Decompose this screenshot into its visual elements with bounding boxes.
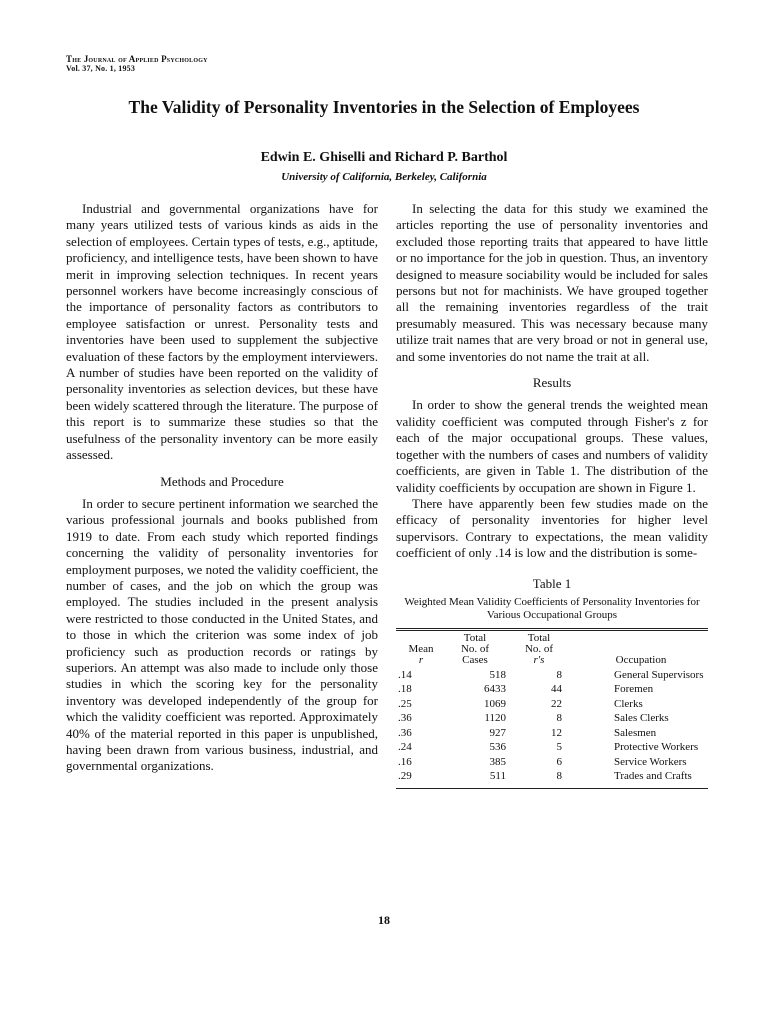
cell-occupation: Clerks bbox=[614, 697, 643, 710]
header-occupation: Occupation bbox=[615, 653, 667, 666]
cell-rs: 8 bbox=[556, 712, 562, 725]
validity-table bbox=[396, 631, 708, 784]
methods-paragraph: In order to secure pertinent information we searched the various professional journals and books published from 1919 to date. From each study which reported findings concerning the validity of personality inventories for employment purposes, we noted the validity coefficient, the number of cases, and the job on which the group was employed. The studies included in the present analysis were restricted to those conducted in the United States, and to those in which the criterion was some index of job proficiency such as production records or ratings by superiors. An attempt was also made to include only those studies in which the scoring key for the personality inventory was developed independently of the group for which the validity coefficient was reported. Approximately 40% of the material reported in this paper is unpublished, having been drawn from various business, industrial, and governmental organizations. bbox=[66, 495, 378, 774]
table-label: Table 1 bbox=[532, 575, 572, 591]
table-row bbox=[396, 726, 708, 741]
header-rs bbox=[516, 631, 574, 668]
cell-rs: 8 bbox=[556, 668, 562, 681]
header-mean-line1: Mean bbox=[408, 642, 434, 655]
table-row bbox=[396, 769, 708, 784]
results-heading: Results bbox=[532, 375, 572, 391]
cell-cases: 511 bbox=[489, 770, 506, 783]
cell-occupation: Protective Workers bbox=[614, 741, 699, 754]
journal-header bbox=[66, 54, 208, 74]
cell-cases: 6433 bbox=[484, 683, 506, 696]
table-row bbox=[396, 711, 708, 726]
header-cases-line2: No. of bbox=[460, 642, 490, 655]
table-row bbox=[396, 755, 708, 770]
cell-cases: 927 bbox=[489, 726, 506, 739]
cell-rs: 12 bbox=[551, 726, 562, 739]
paper-affiliation: University of California, Berkeley, California bbox=[281, 171, 487, 183]
table-body bbox=[396, 668, 708, 784]
cell-rs: 44 bbox=[551, 683, 562, 696]
cell-mean: .36 bbox=[398, 712, 412, 725]
header-cases-line3: Cases bbox=[462, 653, 488, 666]
journal-volume: Vol. 37, No. 1, 1953 bbox=[66, 64, 136, 73]
header-mean bbox=[396, 631, 444, 668]
results-paragraph-2: There have apparently been few studies made on the efficacy of personality inventories for higher level supervisors. Contrary to expectations, the mean validity coefficient of only .14 is low and the distribution is some- bbox=[396, 495, 708, 561]
cell-rs: 22 bbox=[551, 697, 562, 710]
header-rs-line3: r's bbox=[533, 653, 545, 666]
selection-paragraph: In selecting the data for this study we examined the articles reporting the use of personality inventories and excluded those reporting traits that appeared to have little or no importance for the job in question. Thus, an inventory designed to measure sociability would be included for sales persons but not for machinists. We have grouped together all the remaining inventories regardless of the trait presumably measured. This was necessary because many utilize trait names that are very broad or not in general use, and some inventories do not name the trait at all. bbox=[396, 201, 708, 364]
paper-title: The Validity of Personality Inventories in the Selection of Employees bbox=[128, 97, 640, 117]
cell-occupation: General Supervisors bbox=[614, 668, 704, 681]
table-caption: Weighted Mean Validity Coefficients of Personality Inventories for Various Occupational Groups bbox=[404, 595, 700, 621]
methods-heading: Methods and Procedure bbox=[160, 473, 284, 489]
cell-cases: 536 bbox=[489, 741, 506, 754]
results-paragraph-1: In order to show the general trends the weighted mean validity coefficient was computed through Fisher's z for each of the major occupational groups. These values, together with the numbers of cases and numbers of validity coefficients, are given in Table 1. The distribution of the validity coefficients by occupation are shown in Figure 1. bbox=[396, 397, 708, 495]
table-row bbox=[396, 668, 708, 683]
table-row bbox=[396, 740, 708, 755]
cell-occupation: Trades and Crafts bbox=[614, 770, 692, 783]
table-row bbox=[396, 682, 708, 697]
right-column bbox=[396, 201, 708, 789]
journal-name: The Journal of Applied Psychology bbox=[66, 54, 208, 64]
header-cases bbox=[444, 631, 516, 668]
cell-rs: 5 bbox=[556, 741, 562, 754]
cell-mean: .16 bbox=[398, 755, 412, 768]
cell-mean: .24 bbox=[398, 741, 412, 754]
table-header-row bbox=[396, 631, 708, 668]
cell-mean: .36 bbox=[398, 726, 412, 739]
cell-occupation: Service Workers bbox=[614, 755, 687, 768]
cell-cases: 385 bbox=[489, 755, 506, 768]
intro-paragraph: Industrial and governmental organizations have for many years utilized tests of various kinds as aids in the selection of employees. Certain types of tests, e.g., aptitude, proficiency, and intelligence tests, have been shown to have merit in improving selection techniques. In recent years personnel workers have become increasingly conscious of the importance of personality factors as contributors to employee satisfaction or unrest. Personality tests and inventories have been used to supplement the subjective evaluation of these factors by the employment interviewers. A number of studies have been reported on the validity of personality inventories as selection devices, but these have been widely scattered through the literature. The purpose of this report is to summarize these studies so that the usefulness of the personality inventory can be more easily assessed. bbox=[66, 201, 378, 463]
cell-cases: 1069 bbox=[484, 697, 506, 710]
header-mean-line2: r bbox=[418, 653, 424, 666]
cell-mean: .18 bbox=[398, 683, 412, 696]
cell-mean: .14 bbox=[398, 668, 412, 681]
left-column bbox=[66, 201, 378, 775]
header-cases-line1: Total bbox=[463, 631, 487, 644]
cell-mean: .29 bbox=[398, 770, 412, 783]
paper-authors: Edwin E. Ghiselli and Richard P. Barthol bbox=[260, 150, 508, 165]
table-row bbox=[396, 697, 708, 712]
cell-occupation: Foremen bbox=[614, 683, 654, 696]
table-bottom-rule bbox=[396, 788, 708, 789]
cell-occupation: Salesmen bbox=[614, 726, 657, 739]
cell-rs: 8 bbox=[556, 770, 562, 783]
cell-occupation: Sales Clerks bbox=[614, 712, 669, 725]
cell-rs: 6 bbox=[556, 755, 562, 768]
header-rs-line2: No. of bbox=[524, 642, 554, 655]
cell-cases: 1120 bbox=[484, 712, 506, 725]
cell-cases: 518 bbox=[489, 668, 506, 681]
page-number: 18 bbox=[378, 913, 390, 927]
header-rs-line1: Total bbox=[527, 631, 551, 644]
cell-mean: .25 bbox=[398, 697, 412, 710]
